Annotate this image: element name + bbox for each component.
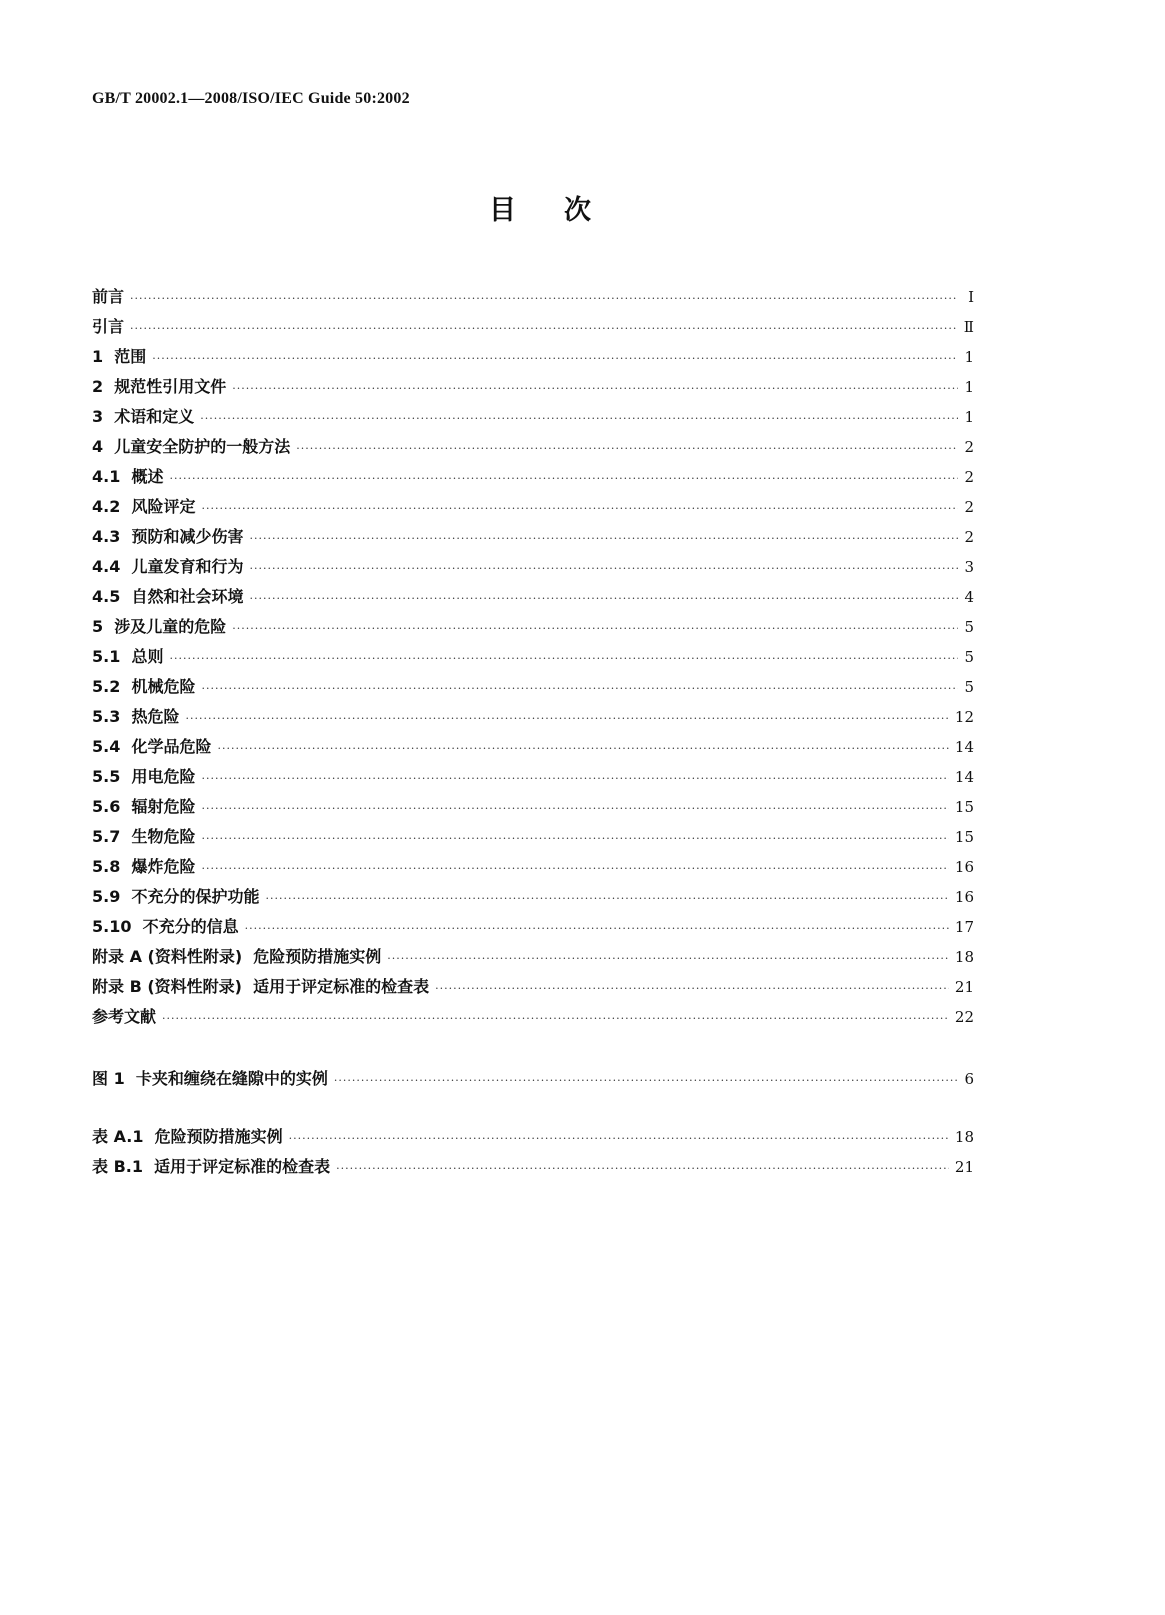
toc-entry[interactable] bbox=[92, 432, 974, 462]
toc-entry[interactable] bbox=[92, 582, 974, 612]
toc-entry-label: 附录 A (资料性附录) 危险预防措施实例 bbox=[92, 947, 382, 966]
toc-entry[interactable] bbox=[92, 462, 974, 492]
toc-entry[interactable] bbox=[92, 672, 974, 702]
toc-entry[interactable] bbox=[92, 552, 974, 582]
toc-entry-page: 15 bbox=[954, 828, 974, 846]
toc-entry-page: 6 bbox=[964, 1070, 974, 1088]
dot-leader bbox=[202, 854, 949, 884]
dot-leader bbox=[232, 374, 958, 404]
toc-entry-label: 4.1 概述 bbox=[92, 467, 164, 486]
dot-leader bbox=[186, 704, 949, 734]
toc-entry-label: 引言 bbox=[92, 317, 125, 336]
dot-leader bbox=[387, 944, 949, 974]
table-of-contents bbox=[92, 282, 974, 1182]
toc-entry-label: 5.9 不充分的保护功能 bbox=[92, 887, 260, 906]
toc-entry-page: 14 bbox=[954, 738, 974, 756]
toc-entry-page: 5 bbox=[964, 648, 974, 666]
toc-entry[interactable] bbox=[92, 972, 974, 1002]
dot-leader bbox=[336, 1154, 949, 1184]
toc-entry-label: 3 术语和定义 bbox=[92, 407, 195, 426]
toc-entry-label: 表 B.1 适用于评定标准的检查表 bbox=[92, 1157, 331, 1176]
dot-leader bbox=[245, 914, 949, 944]
toc-entry[interactable] bbox=[92, 492, 974, 522]
toc-entry-label: 1 范围 bbox=[92, 347, 147, 366]
toc-entry[interactable] bbox=[92, 912, 974, 942]
dot-leader bbox=[130, 284, 958, 314]
dot-leader bbox=[202, 824, 949, 854]
toc-entry[interactable] bbox=[92, 312, 974, 342]
toc-entry-label: 5.3 热危险 bbox=[92, 707, 180, 726]
toc-entry[interactable] bbox=[92, 612, 974, 642]
toc-entry-label: 5.2 机械危险 bbox=[92, 677, 196, 696]
toc-entry-page: 5 bbox=[964, 618, 974, 636]
dot-leader bbox=[250, 524, 959, 554]
toc-entry[interactable] bbox=[92, 1122, 974, 1152]
toc-entry-page: 12 bbox=[954, 708, 974, 726]
toc-entry[interactable] bbox=[92, 282, 974, 312]
dot-leader bbox=[202, 794, 949, 824]
toc-entry[interactable] bbox=[92, 792, 974, 822]
dot-leader bbox=[218, 734, 949, 764]
dot-leader bbox=[296, 434, 958, 464]
dot-leader bbox=[289, 1124, 949, 1154]
toc-entry-page: 4 bbox=[964, 588, 974, 606]
toc-tables-section bbox=[92, 1122, 974, 1182]
toc-entry-page: 16 bbox=[954, 888, 974, 906]
toc-entry-label: 前言 bbox=[92, 287, 125, 306]
toc-entry[interactable] bbox=[92, 852, 974, 882]
toc-entry[interactable] bbox=[92, 882, 974, 912]
dot-leader bbox=[266, 884, 949, 914]
toc-entry-page: Ⅱ bbox=[963, 318, 974, 336]
dot-leader bbox=[152, 344, 958, 374]
toc-entry-page: 18 bbox=[954, 948, 974, 966]
toc-entry-label: 附录 B (资料性附录) 适用于评定标准的检查表 bbox=[92, 977, 430, 996]
toc-entry-page: 1 bbox=[964, 408, 974, 426]
section-gap bbox=[92, 1094, 974, 1122]
toc-entry-label: 5.4 化学品危险 bbox=[92, 737, 212, 756]
toc-entry-page: 17 bbox=[954, 918, 974, 936]
toc-entry-label: 参考文献 bbox=[92, 1007, 157, 1026]
toc-entry-label: 4.4 儿童发育和行为 bbox=[92, 557, 244, 576]
toc-entry[interactable] bbox=[92, 342, 974, 372]
toc-entry-label: 4 儿童安全防护的一般方法 bbox=[92, 437, 291, 456]
toc-figures-section bbox=[92, 1064, 974, 1094]
toc-entry[interactable] bbox=[92, 522, 974, 552]
toc-entry-page: 2 bbox=[964, 468, 974, 486]
toc-entry-label: 表 A.1 危险预防措施实例 bbox=[92, 1127, 283, 1146]
toc-entry-page: 2 bbox=[964, 438, 974, 456]
toc-entry[interactable] bbox=[92, 702, 974, 732]
section-gap bbox=[92, 1032, 974, 1064]
dot-leader bbox=[334, 1066, 958, 1096]
toc-entry-label: 5.6 辐射危险 bbox=[92, 797, 196, 816]
document-header: GB/T 20002.1—2008/ISO/IEC Guide 50:2002 bbox=[92, 90, 410, 107]
toc-entry-page: 1 bbox=[964, 378, 974, 396]
toc-entry-page: Ⅰ bbox=[968, 288, 974, 306]
toc-entry-label: 5.1 总则 bbox=[92, 647, 164, 666]
dot-leader bbox=[170, 644, 959, 674]
toc-entry-page: 15 bbox=[954, 798, 974, 816]
toc-entry-label: 2 规范性引用文件 bbox=[92, 377, 227, 396]
dot-leader bbox=[202, 494, 959, 524]
toc-entry-page: 16 bbox=[954, 858, 974, 876]
toc-entry-label: 图 1 卡夹和缠绕在缝隙中的实例 bbox=[92, 1069, 328, 1088]
toc-entry-page: 22 bbox=[954, 1008, 974, 1026]
toc-entry[interactable] bbox=[92, 732, 974, 762]
toc-entry[interactable] bbox=[92, 1064, 974, 1094]
toc-entry-label: 4.5 自然和社会环境 bbox=[92, 587, 244, 606]
dot-leader bbox=[162, 1004, 949, 1034]
toc-entry-page: 21 bbox=[954, 978, 974, 996]
toc-entry-page: 14 bbox=[954, 768, 974, 786]
dot-leader bbox=[250, 584, 959, 614]
toc-entry-page: 2 bbox=[964, 528, 974, 546]
toc-entry-page: 3 bbox=[964, 558, 974, 576]
toc-entry-page: 21 bbox=[954, 1158, 974, 1176]
toc-entry-page: 18 bbox=[954, 1128, 974, 1146]
toc-entry[interactable] bbox=[92, 642, 974, 672]
toc-entry-label: 5.7 生物危险 bbox=[92, 827, 196, 846]
toc-entry[interactable] bbox=[92, 822, 974, 852]
toc-entry[interactable] bbox=[92, 762, 974, 792]
toc-entry-label: 5.5 用电危险 bbox=[92, 767, 196, 786]
toc-entry[interactable] bbox=[92, 1152, 974, 1182]
toc-entry-label: 4.3 预防和减少伤害 bbox=[92, 527, 244, 546]
dot-leader bbox=[130, 314, 958, 344]
toc-entry-label: 5.10 不充分的信息 bbox=[92, 917, 239, 936]
toc-entry[interactable] bbox=[92, 372, 974, 402]
dot-leader bbox=[200, 404, 958, 434]
toc-entry[interactable] bbox=[92, 402, 974, 432]
dot-leader bbox=[250, 554, 959, 584]
toc-main-section bbox=[92, 282, 974, 1032]
toc-entry-label: 5 涉及儿童的危险 bbox=[92, 617, 227, 636]
page-title: 目次 bbox=[489, 195, 639, 226]
dot-leader bbox=[170, 464, 959, 494]
dot-leader bbox=[202, 674, 959, 704]
toc-entry-label: 4.2 风险评定 bbox=[92, 497, 196, 516]
toc-entry[interactable] bbox=[92, 1002, 974, 1032]
dot-leader bbox=[435, 974, 949, 1004]
dot-leader bbox=[232, 614, 958, 644]
toc-entry-page: 5 bbox=[964, 678, 974, 696]
toc-entry-page: 1 bbox=[964, 348, 974, 366]
toc-entry-label: 5.8 爆炸危险 bbox=[92, 857, 196, 876]
toc-entry-page: 2 bbox=[964, 498, 974, 516]
toc-entry[interactable] bbox=[92, 942, 974, 972]
dot-leader bbox=[202, 764, 949, 794]
